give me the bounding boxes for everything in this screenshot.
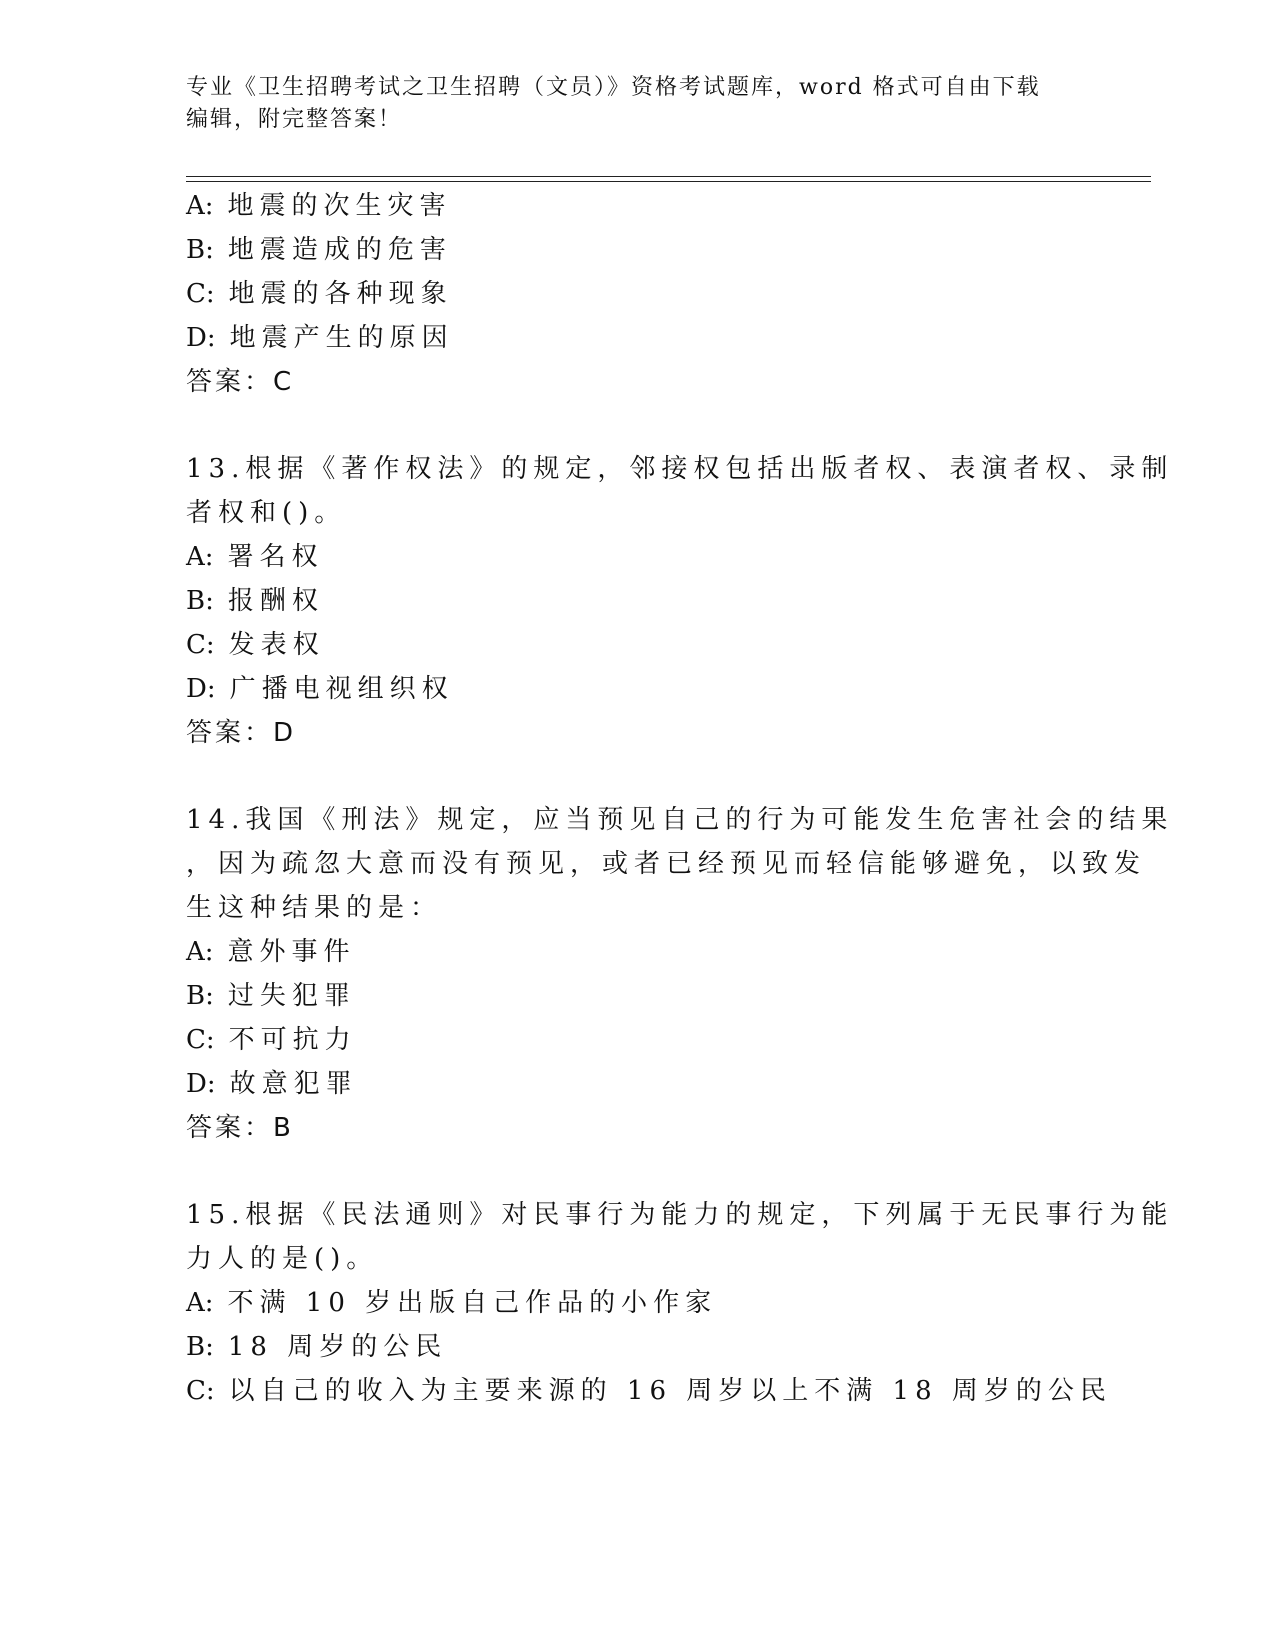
q13-stem-line-2: 者权和()。 (186, 498, 347, 528)
q13-answer: 答案：D (186, 718, 297, 748)
q15-stem-line-1: 15.根据《民法通则》对民事行为能力的规定，下列属于无民事行为能 (186, 1200, 1174, 1230)
header-divider-top (186, 176, 1151, 177)
q14-stem-line-3: 生这种结果的是： (186, 893, 443, 923)
q14-answer: 答案：B (186, 1113, 294, 1143)
q13-option-d: D: 广播电视组织权 (186, 674, 454, 704)
header-line-2: 编辑，附完整答案！ (186, 107, 403, 132)
q13-option-c: C: 发表权 (186, 630, 325, 660)
q12-answer: 答案：C (186, 367, 295, 397)
q14-option-b: B: 过失犯罪 (186, 981, 356, 1011)
q14-option-c: C: 不可抗力 (186, 1025, 357, 1055)
header-line-1: 专业《卫生招聘考试之卫生招聘（文员）》资格考试题库，word 格式可自由下载 (186, 75, 1041, 100)
q14-stem-line-1: 14.我国《刑法》规定，应当预见自己的行为可能发生危害社会的结果 (186, 805, 1174, 835)
q12-option-d: D: 地震产生的原因 (186, 323, 454, 353)
document-header (186, 72, 1086, 136)
q15-stem-line-2: 力人的是()。 (186, 1244, 379, 1274)
q13-stem-line-1: 13.根据《著作权法》的规定，邻接权包括出版者权、表演者权、录制 (186, 454, 1174, 484)
q14-option-d: D: 故意犯罪 (186, 1069, 358, 1099)
q13-option-b: B: 报酬权 (186, 586, 324, 616)
q12-option-a: A: 地震的次生灾害 (186, 191, 452, 221)
q12-option-b: B: 地震造成的危害 (186, 235, 452, 265)
q15-option-b: B: 18 周岁的公民 (186, 1332, 448, 1362)
q12-option-c: C: 地震的各种现象 (186, 279, 453, 309)
q14-option-a: A: 意外事件 (186, 937, 356, 967)
q15-option-c: C: 以自己的收入为主要来源的 16 周岁以上不满 18 周岁的公民 (186, 1376, 1112, 1406)
q13-option-a: A: 署名权 (186, 542, 324, 572)
q15-option-a: A: 不满 10 岁出版自己作品的小作家 (186, 1288, 718, 1318)
q14-stem-line-2: ，因为疏忽大意而没有预见，或者已经预见而轻信能够避免，以致发 (186, 849, 1147, 879)
header-divider-bottom (186, 181, 1151, 182)
